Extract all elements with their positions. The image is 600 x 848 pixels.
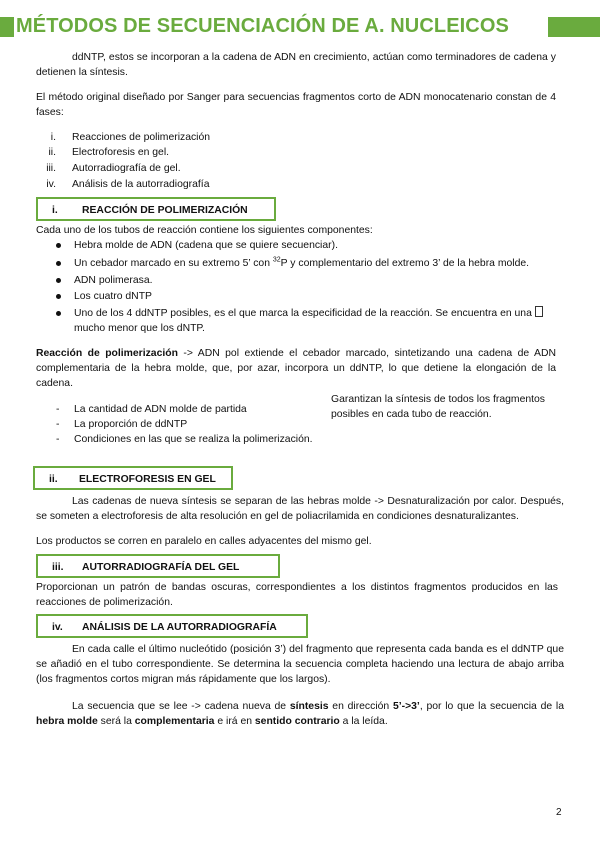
banner-accent-right [548, 17, 600, 37]
page-number: 2 [556, 807, 562, 818]
list-item: Hebra molde de ADN (cadena que se quiere secuenciar). [74, 240, 338, 251]
dash-icon: - [56, 434, 60, 445]
list-item: ADN polimerasa. [74, 275, 153, 286]
list-item-continuation: mucho menor que los dNTP. [74, 323, 205, 334]
list-item: La proporción de ddNTP [74, 419, 188, 430]
electrophoresis-paragraph: Las cadenas de nueva síntesis se separan de las hebras molde -> Desnaturalización por calor. Después, se someten a electroforesis de alta resolución en gel de poliacrilamida en condiciones desnaturalizantes. [36, 496, 564, 522]
list-item: Un cebador marcado en su extremo 5’ con $^{32}$P y complementario del extremo 3’ de la hebra molde. [74, 256, 530, 269]
list-item: Condiciones en las que se realiza la polimerización. [74, 434, 313, 445]
list-item: Los cuatro dNTP [74, 291, 152, 302]
analysis-paragraph: En cada calle el último nucleótido (posición 3’) del fragmento que representa cada banda es el ddNTP que se añadió en el tubo correspondiente. Se determina la secuencia completa haciendo una lectura de abajo arriba (los fragmentos cortos migran más rápidamente que los largos). [36, 644, 564, 685]
lanes-paragraph: Los productos se corren en paralelo en calles adyacentes del mismo gel. [36, 536, 372, 547]
section-heading-analysis: iv. ANÁLISIS DE LA AUTORRADIOGRAFÍA [36, 614, 308, 638]
autoradiography-paragraph: Proporcionan un patrón de bandas oscuras, correspondientes a los distintos fragmentos producidos en las reacciones de polimerización. [36, 582, 558, 608]
reaction-paragraph: Reacción de polimerización -> ADN pol extiende el cebador marcado, sintetizando una cadena de ADN complementaria de la hebra molde, que, por azar, incorpora un ddNTP, lo que detiene la elongación de la cadena. [36, 348, 556, 389]
sanger-paragraph: El método original diseñado por Sanger para secuencias fragmentos corto de ADN monocatenario constan de 4 fases: [36, 92, 556, 118]
title-banner [0, 14, 600, 38]
page-title: MÉTODOS DE SECUENCIACIÓN DE A. NUCLEICOS [16, 15, 509, 37]
list-item: Uno de los 4 ddNTP posibles, es el que marca la especificidad de la reacción. Se encuentra en una [74, 306, 543, 321]
section-heading-autoradiography: iii. AUTORRADIOGRAFÍA DEL GEL [36, 554, 280, 578]
list-item: La cantidad de ADN molde de partida [74, 404, 247, 415]
dash-icon: - [56, 404, 60, 415]
sequence-reading-paragraph: La secuencia que se lee -> cadena nueva de síntesis en dirección 5’->3’, por lo que la secuencia de la hebra molde será la complementaria e irá en sentido contrario a la leída. [36, 701, 564, 727]
dash-icon: - [56, 419, 60, 430]
banner-accent-left [0, 17, 14, 37]
intro-continuation: ddNTP, estos se incorporan a la cadena de ADN en crecimiento, actúan como terminadores de cadena y detienen la síntesis. [36, 52, 556, 78]
conditions-note: Garantizan la síntesis de todos los fragmentos posibles en cada tubo de reacción. [331, 394, 545, 420]
section-heading-electrophoresis: ii. ELECTROFORESIS EN GEL [33, 466, 233, 490]
components-lead: Cada uno de los tubos de reacción contiene los siguientes componentes: [36, 225, 373, 236]
section-heading-polymerization: i. REACCIÓN DE POLIMERIZACIÓN [36, 197, 276, 221]
missing-glyph-icon [535, 306, 543, 317]
